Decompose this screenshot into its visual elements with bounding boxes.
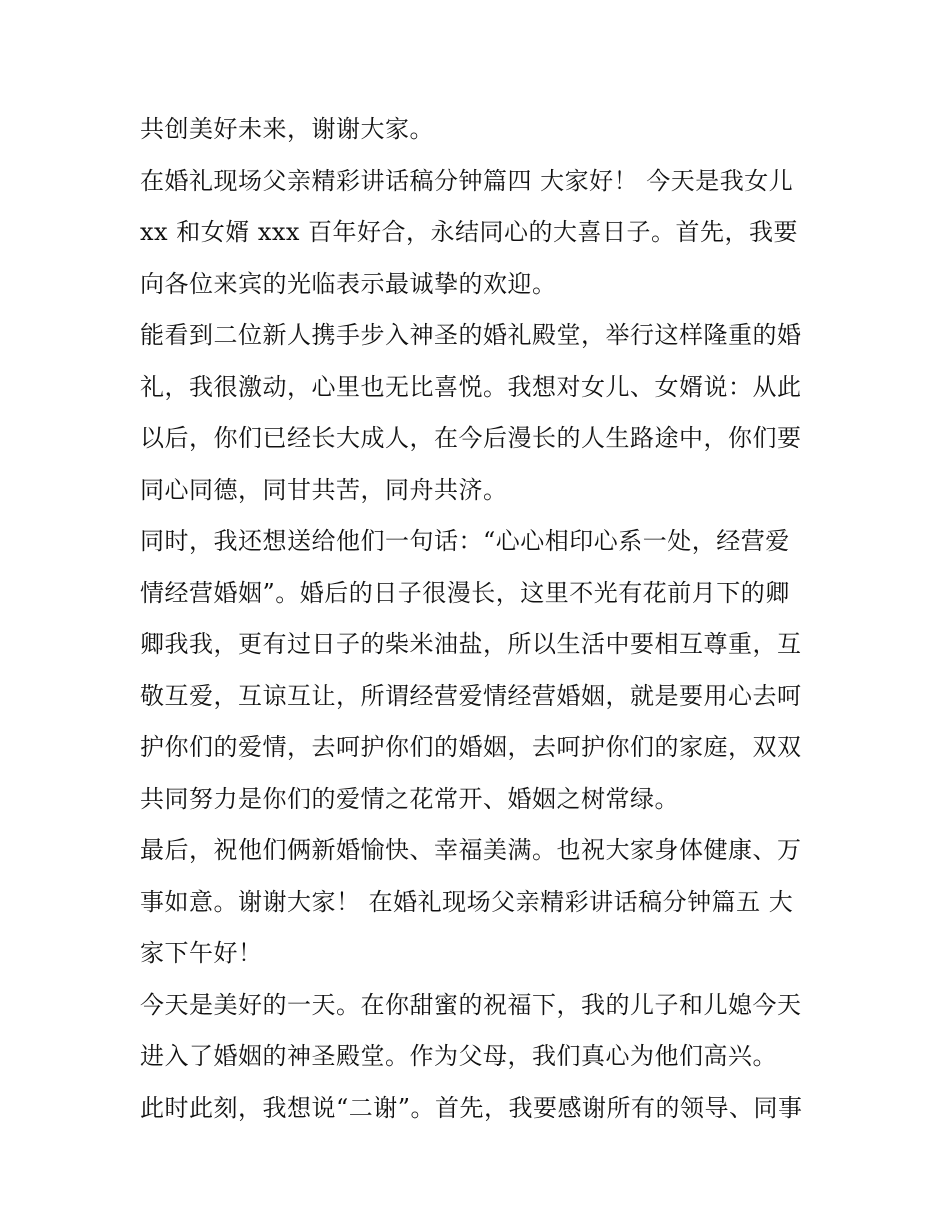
text-line: 情经营婚姻”。婚后的日子很漫长，这里不光有花前月下的卿 xyxy=(140,578,790,607)
text-line: 敬互爱，互谅互让，所谓经营爱情经营婚姻，就是要用心去呵 xyxy=(140,681,802,710)
text-line: 事如意。谢谢大家！ 在婚礼现场父亲精彩讲话稿分钟篇五 大 xyxy=(140,887,794,916)
text-line: 护你们的爱情，去呵护你们的婚姻，去呵护你们的家庭，双双 xyxy=(140,733,802,761)
text-line: 共创美好未来，谢谢大家。 xyxy=(140,115,434,143)
text-line: 同心同德，同甘共苦，同舟共济。 xyxy=(140,475,508,504)
text-line: 最后，祝他们俩新婚愉快、幸福美满。也祝大家身体健康、万 xyxy=(140,836,802,864)
text-line: 卿我我，更有过日子的柴米油盐，所以生活中要相互尊重，互 xyxy=(140,630,802,658)
text-line: 向各位来宾的光临表示最诚挚的欢迎。 xyxy=(140,269,557,298)
text-line: 礼，我很激动，心里也无比喜悦。我想对女儿、女婿说：从此 xyxy=(140,372,802,401)
text-line: xx 和女婿 xxx 百年好合，永结同心的大喜日子。首先，我要 xyxy=(140,218,799,246)
text-line: 进入了婚姻的神圣殿堂。作为父母，我们真心为他们高兴。 xyxy=(140,1042,777,1070)
text-line: 共同努力是你们的爱情之花常开、婚姻之树常绿。 xyxy=(140,784,679,813)
text-line: 以后，你们已经长大成人，在今后漫长的人生路途中，你们要 xyxy=(140,424,802,452)
document-body xyxy=(140,104,820,1134)
text-line: 此时此刻，我想说“二谢”。首先，我要感谢所有的领导、同事 xyxy=(140,1093,803,1122)
text-line: 家下午好！ xyxy=(140,939,263,967)
text-line: 能看到二位新人携手步入神圣的婚礼殿堂，举行这样隆重的婚 xyxy=(140,321,802,349)
text-line: 今天是美好的一天。在你甜蜜的祝福下，我的儿子和儿媳今天 xyxy=(140,990,802,1019)
text-line: 同时，我还想送给他们一句话：“心心相印心系一处，经营爱 xyxy=(140,527,790,555)
text-line: 在婚礼现场父亲精彩讲话稿分钟篇四 大家好！ 今天是我女儿 xyxy=(140,166,794,195)
